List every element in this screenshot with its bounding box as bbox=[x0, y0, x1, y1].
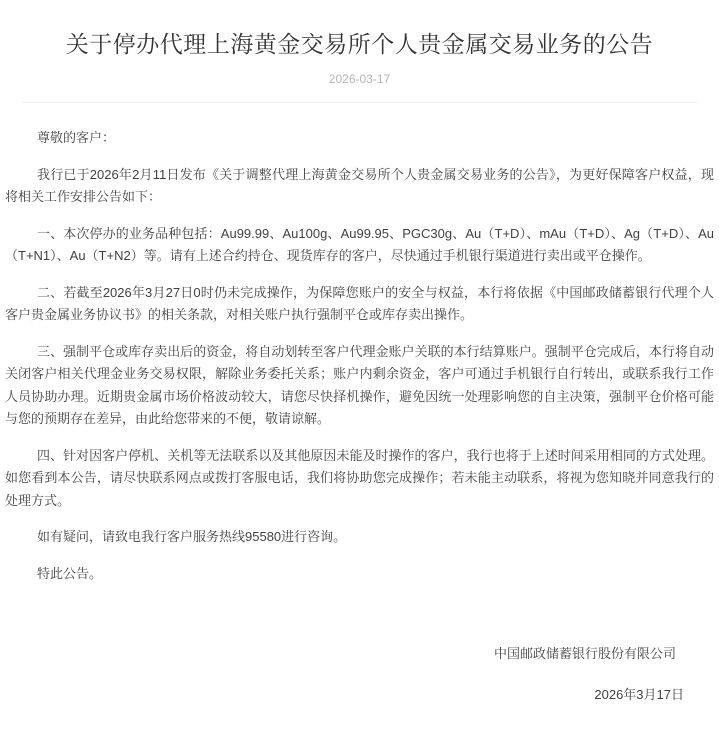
signature-company: 中国邮政储蓄银行股份有限公司 bbox=[493, 646, 676, 661]
paragraph-item-3: 三、强制平仓或库存卖出后的资金，将自动划转至客户代理金账户关联的本行结算账户。强制平仓完成后，本行将自动关闭客户相关代理金业务交易权限，解除业务委托关系；账户内剩余资金，客户可通过手机银行自行转出，或联系我行工作人员协助办理。近期贵金属市场价格波动较大，请您尽快择机操作，避免因统一处理影响您的自主决策，强制平仓价格可能与您的预期存在差异，由此给您带来的不便，敬请谅解。 bbox=[5, 343, 714, 426]
paragraph-item-2: 二、若截至2026年3月27日0时仍未完成操作，为保障您账户的安全与权益，本行将依据《中国邮政储蓄银行代理个人客户贵金属业务协议书》的相关条款，对相关账户执行强制平仓或库存卖出操作。 bbox=[5, 284, 714, 322]
signature-date: 2026年3月17日 bbox=[594, 686, 684, 702]
paragraph-contact: 如有疑问，请致电我行客户服务热线95580进行咨询。 bbox=[37, 529, 347, 544]
paragraph-closing: 特此公告。 bbox=[37, 565, 103, 581]
paragraph-item-4: 四、针对因客户停机、关机等无法联系以及其他原因未能及时操作的客户，我行也将于上述时间采用相同的方式处理。如您看到本公告，请尽快联系网点或拨打客服电话，我们将协助您完成操作；若未能主动联系，将视为您知晓并同意我行的处理方式。 bbox=[5, 447, 714, 508]
page-title: 关于停办代理上海黄金交易所个人贵金属交易业务的公告 bbox=[65, 31, 654, 57]
paragraph-item-1: 一、本次停办的业务品种包括：Au99.99、Au100g、Au99.95、PGC30g、Au（T+D）、mAu（T+D）、Ag（T+D）、Au（T+N1）、Au（T+N2）等。请有上述合约持仓、现货库存的客户，尽快通过手机银行渠道进行卖出或平仓操作。 bbox=[5, 225, 714, 263]
greeting: 尊敬的客户： bbox=[37, 130, 116, 145]
announcement-body bbox=[0, 103, 719, 717]
paragraph-intro: 我行已于2026年2月11日发布《关于调整代理上海黄金交易所个人贵金属交易业务的公告》，为更好保障客户权益，现将相关工作安排公告如下： bbox=[5, 166, 714, 204]
publish-date: 2026-03-17 bbox=[328, 72, 391, 86]
